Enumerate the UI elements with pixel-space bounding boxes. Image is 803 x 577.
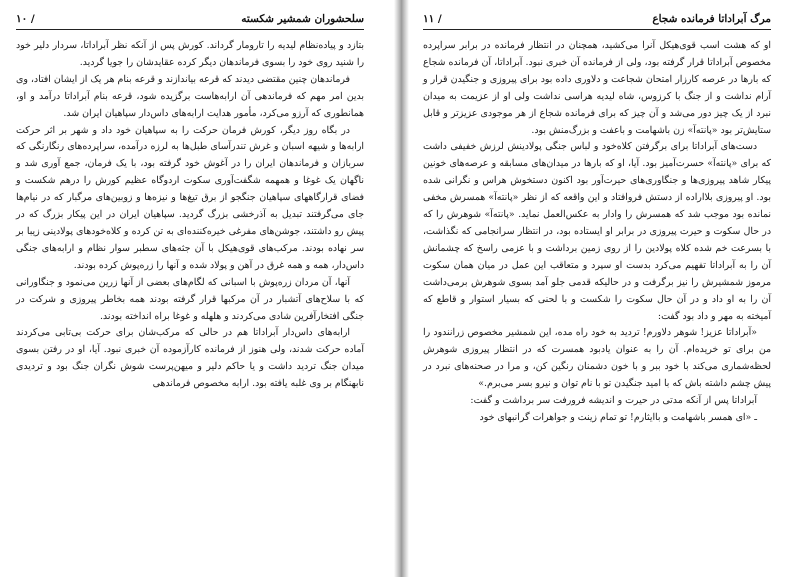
quoted-paragraph: «آبراداتا عزیز! شوهر دلاورم! تردید به خود راه مده، این شمشیر مخصوص زرانندود را من برای تو خریده‌ام. آن را به عنوان یادبود همسرت که در انتظار پیروزی شوهرش لحظه‌شماری می‌کند با خود ببر و با خون دشمنان رنگین کن، و مرا در صحنه‌های نبرد در پیش چشم داشته باش که با امید جنگیدن تو با نام توان و نیرو بسر می‌برم.» [423, 327, 771, 390]
right-page-body [423, 38, 771, 427]
left-page-number: ۱۰ / [16, 13, 35, 25]
right-page [409, 0, 803, 577]
paragraph: ارابه‌های داس‌دار آبراداتا هم در حالی که مرکب‌شان برای حرکت بی‌تابی می‌کردند آماده حرکت شدند، ولی هنوز از فرمانده کارآزموده آن خبری نبود. آیا، او در رفتن بسوی میدان جنگ تردید داشت و یا حاکم دلیر و میهن‌پرست شوش نگران جنگ بود و تردیدی نابهنگام بر وی غلبه یافته بود. ارابه مخصوص فرماندهی [16, 327, 364, 390]
paragraph: او که هشت اسب قوی‌هیکل آنرا می‌کشید، همچنان در انتظار فرمانده در برابر سراپرده مخصوص آبراداتا قرار گرفته بود، ولی از فرمانده آن خبری نبود. آبراداتا، آن فرمانده شجاع که بارها در عرصه کارزار امتحان شجاعت و دلاوری داده بود برای پیروزی و جنگیدن قرار و آرام نداشت و از جنگ با کرزوس، شاه لیدیه هراسی نداشت ولی او از عزیمت به میدان نبرد از یک چیز دور می‌شد و آن چیز که برای فرمانده شجاع از هر موجودی عزیزتر و قابل ستایش‌تر بود «پانته‌آ» زن باشهامت و باعفت و بزرگ‌منش بود. [423, 40, 771, 136]
quoted-paragraph: ـ «ای همسر باشهامت و باایثارم! تو تمام زینت و جواهرات گرانبهای خود [479, 411, 757, 423]
left-page-running-title: سلحشوران شمشیر شکسته [241, 13, 364, 25]
book-gutter [394, 0, 409, 577]
paragraph: بتازد و پیاده‌نظام لیدیه را تارومار گرداند. کورش پس از آنکه نظر آبراداتا، سردار دلیر خود را شنید روی خود را بسوی فرماندهان دیگر کرده عقایدشان را جویا گردید. [16, 40, 364, 68]
paragraph: آبراداتا پس از آنکه مدتی در حیرت و اندیشه فرورفت سر برداشت و گفت: [470, 395, 757, 407]
paragraph: دست‌های آبراداتا برای برگرفتن کلاه‌خود و لباس جنگی پولادینش لرزش خفیفی داشت که برای «پانته‌آ» حسرت‌آمیز بود. آیا، او که بارها در میدان‌های مسابقه و عرصه‌های خونین پیکار شاهد پیروزی‌ها و جنگاوری‌های حیرت‌آور بود اکنون دستخوش هراس و نگرانی شده بود. او پیروزی بلااراده از دستش فروافتاد و این واقعه که از نظر «پانته‌آ» همسرش مخفی نمانده بود موجب شد که همسرش را وادار به عکس‌العمل نماید. «پانته‌آ» شوهرش را که در حال سکوت و حیرت پیروزی در برابر او ایستاده بود، در انتظار سرانجامی که نگذاشت، با بسرعت خم شده کلاه پولادین را از روی زمین برداشت و با عزمی راسخ که چشمانش آن را به آبراداتا تفهیم می‌کرد بدست او سپرد و متعاقب این عمل در میان همان سکوت مرموز شمشیرش را نیز برگرفت و در حالیکه قدمی جلو آمد بسوی شوهرش برمی‌داشت آن را به او داد و در آن حال سکوت را شکست و با لحنی که بسیار استوار و قاطع که آمیخته به مهر و داد بود گفت: [423, 141, 771, 322]
right-page-running-title: مرگ آبراداتا فرمانده شجاع [652, 13, 771, 25]
right-page-header [423, 12, 771, 30]
left-page-body [16, 38, 364, 393]
paragraph: آنها، آن مردان زره‌پوش با اسبانی که لگام‌های بعضی از آنها زرین می‌نمود و جنگاورانی که با سلاح‌های آتشبار در آن مرکبها قرار گرفته بودند همه بخاطر پیروزی و شرکت در جنگی افتخارآفرین شادی می‌کردند و هلهله و غوغا براه انداخته بودند. [16, 276, 364, 322]
paragraph: در بگاه روز دیگر، کورش فرمان حرکت را به سپاهیان خود داد و شهر بر اثر حرکت ارابه‌ها و شیهه اسبان و غرش تندرآسای طبل‌ها به لرزه درآمده، سراپرده‌های رنگارنگی که سربازان و فرماندهان ایران را در آغوش خود گرفته بود، با یک فرمان، جمع آوری شد و ناگهان یک غوغا و همهمه شگفت‌آوری سکوت اردوگاه عظیم کورش را درهم شکست و فضای قرارگاههای سپاهیان جنگجو از برق تیغ‌ها و نیزه‌ها و زوبین‌های مرگبار که در نیام‌ها جای می‌گرفتند تبدیل به آذرخشی بزرگ گردید. سپاهیان ایران در این پیکار بزرگ که در پیش رو داشتند، جوشن‌های مفرغی خیره‌کننده‌ای به تن کرده و کلاه‌خودهای پولادینی زیبا بر سر نهاده بودند. مرکب‌های قوی‌هیکل با آن جثه‌های سطبر سوار نظام و ارابه‌های جنگی داس‌دار، همه و همه غرق در آهن و پولاد شده و آنها را زره‌پوش کرده بودند. [16, 124, 364, 271]
left-page [0, 0, 394, 577]
left-page-header [16, 12, 364, 30]
right-page-number: / ۱۱ [423, 13, 442, 25]
paragraph: فرماندهان چنین مقتضی دیدند که قرعه بیاندازند و قرعه بنام هر یک از ایشان افتاد، وی بدین امر مهم که فرماندهی آن ارابه‌هاست برگزیده شود، قرعه بنام آبراداتا درآمد و او، همانطوری که آرزو می‌کرد، مأمور هدایت ارابه‌های داس‌دار سپاهیان ایران شد. [16, 73, 364, 119]
